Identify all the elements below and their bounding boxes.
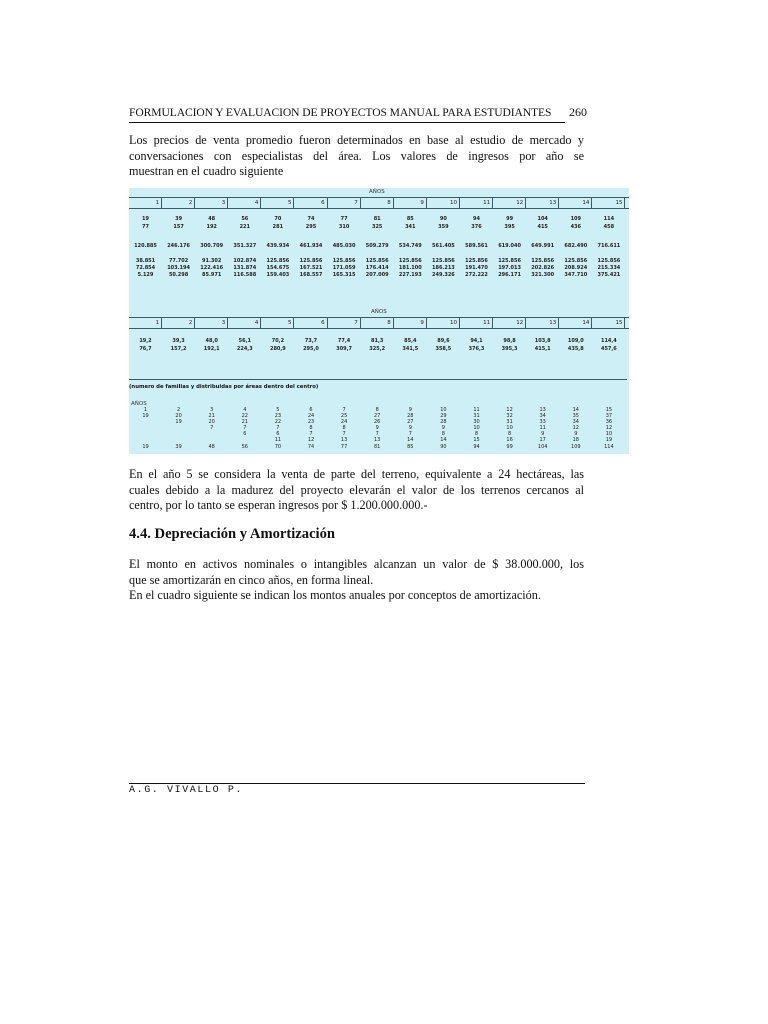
table3-cell: 9 bbox=[375, 425, 379, 431]
table3-cell: 10 bbox=[506, 425, 513, 431]
land-line: cuales debido a la madurez del proyecto elevarán el valor de los terrenos cercanos al bbox=[129, 482, 584, 497]
table3-cell: 8 bbox=[441, 431, 445, 437]
table3-total: 56 bbox=[241, 444, 248, 450]
table2-cell: 224,3 bbox=[236, 346, 253, 352]
table1-cell: 246.176 bbox=[167, 243, 190, 249]
table3-year: 2 bbox=[177, 407, 181, 413]
table2-year-header: 11 bbox=[460, 318, 493, 328]
table3-cell: 14 bbox=[440, 437, 447, 443]
intro-line: muestran en el cuadro siguiente bbox=[129, 164, 284, 178]
table1-cell: 125.856 bbox=[332, 258, 356, 264]
table1-cell: 72.854 bbox=[135, 265, 156, 271]
land-line: centro, por lo tanto se esperan ingresos por $ 1.200.000.000.- bbox=[129, 498, 428, 512]
table3-cell: 7 bbox=[375, 431, 379, 437]
table2-header-row bbox=[129, 317, 629, 329]
table3-year: 1 bbox=[143, 407, 148, 413]
table1-cell: 534.749 bbox=[398, 243, 422, 249]
table3-cell: 34 bbox=[539, 413, 546, 419]
table1-year-header: 10 bbox=[427, 198, 460, 208]
table2-cell: 70,2 bbox=[271, 338, 285, 344]
table1-cell: 157 bbox=[173, 224, 184, 230]
amort-line: En el cuadro siguiente se indican los montos anuales por conceptos de amortización. bbox=[129, 588, 541, 602]
table3-cell: 9 bbox=[441, 425, 445, 431]
table3-cell: 10 bbox=[605, 431, 613, 437]
table2-cell: 56,1 bbox=[238, 338, 251, 344]
table1-cell: 215.334 bbox=[597, 265, 621, 271]
table3-year: 7 bbox=[342, 407, 346, 413]
table1-cell: 458 bbox=[603, 224, 615, 230]
table2-cell: 98,8 bbox=[503, 338, 516, 344]
table2-cell: 76,7 bbox=[139, 346, 152, 352]
table3-cell: 20 bbox=[208, 419, 215, 425]
table1-cell: 439.934 bbox=[266, 243, 290, 249]
table1-cell: 99 bbox=[506, 216, 514, 222]
table1-cell: 375.421 bbox=[597, 272, 621, 278]
table2-cell: 114,4 bbox=[600, 338, 617, 344]
table2-cell: 77,4 bbox=[337, 338, 351, 344]
table3-cell: 7 bbox=[408, 431, 412, 437]
table2-cell: 73,7 bbox=[304, 338, 318, 344]
table1-cell: 125.856 bbox=[365, 258, 389, 264]
table3-cell: 7 bbox=[243, 425, 247, 431]
table3-year: 10 bbox=[440, 407, 447, 413]
table3-cell: 10 bbox=[473, 425, 480, 431]
table1-cell: 125.856 bbox=[498, 258, 521, 264]
table3-cell: 27 bbox=[374, 413, 381, 419]
table3-cell: 9 bbox=[541, 431, 545, 437]
table1-cell: 325 bbox=[371, 224, 383, 230]
table1-cell: 359 bbox=[438, 224, 449, 230]
table2-cell: 280,9 bbox=[269, 346, 286, 352]
table1-cell: 249.326 bbox=[432, 272, 455, 278]
table1-year-header: 14 bbox=[559, 198, 592, 208]
table3-cell: 28 bbox=[440, 419, 447, 425]
table1-cell: 168.557 bbox=[299, 272, 323, 278]
table3-cell: 19 bbox=[605, 437, 613, 443]
table1-cell: 192 bbox=[206, 224, 217, 230]
table1-cell: 131.874 bbox=[233, 265, 257, 271]
table1-cell: 102.874 bbox=[233, 258, 257, 264]
table3-cell: 19 bbox=[175, 419, 182, 425]
table3-cell: 6 bbox=[276, 431, 280, 437]
table1-year-header: 13 bbox=[526, 198, 559, 208]
table1-cell: 197.013 bbox=[498, 265, 521, 271]
table1-cell: 589.561 bbox=[465, 243, 488, 249]
table1-cell: 281 bbox=[272, 224, 284, 230]
table1-cell: 485.030 bbox=[332, 243, 356, 249]
table1-cell: 682.490 bbox=[564, 243, 588, 249]
table3-total: 85 bbox=[407, 444, 414, 450]
table1-cell: 125.856 bbox=[564, 258, 588, 264]
table3-total: 81 bbox=[374, 444, 381, 450]
table2-cell: 109,0 bbox=[567, 338, 584, 344]
header-rule bbox=[129, 122, 565, 123]
page-number: 260 bbox=[569, 105, 587, 119]
table2-caption: AÑOS bbox=[371, 309, 387, 315]
table3-cell: 23 bbox=[307, 419, 315, 425]
table2-cell: 295,0 bbox=[303, 346, 319, 352]
table3-total: 74 bbox=[307, 444, 315, 450]
table1-year-header: 11 bbox=[460, 198, 493, 208]
table2-cell: 103,8 bbox=[534, 338, 551, 344]
table3-cell: 32 bbox=[506, 413, 513, 419]
table3-years-label: AÑOS bbox=[131, 401, 147, 407]
table1-cell: 351.327 bbox=[233, 243, 257, 249]
table3-total: 99 bbox=[506, 444, 513, 450]
table1-cell: 91.302 bbox=[202, 258, 222, 264]
table2-cell: 325,2 bbox=[369, 346, 386, 352]
table1-cell: 122.416 bbox=[200, 265, 224, 271]
table1-cell: 347.710 bbox=[564, 272, 588, 278]
table1-cell: 125.856 bbox=[299, 258, 323, 264]
table3-cell: 37 bbox=[605, 413, 613, 419]
table1-cell: 85.971 bbox=[202, 272, 222, 278]
table1-cell: 120.885 bbox=[134, 243, 157, 249]
table2-year-header: 13 bbox=[526, 318, 559, 328]
table1-cell: 103.194 bbox=[167, 265, 190, 271]
table3-cell: 7 bbox=[309, 431, 313, 437]
table3-cell: 26 bbox=[374, 419, 381, 425]
table1-cell: 202.826 bbox=[531, 265, 555, 271]
table3-cell: 25 bbox=[340, 413, 348, 419]
table2-year-header: 9 bbox=[394, 318, 427, 328]
table3-total: 39 bbox=[175, 444, 182, 450]
table2-year-header: 7 bbox=[328, 318, 361, 328]
table3-cell: 19 bbox=[142, 413, 149, 419]
table2-cell: 48,0 bbox=[205, 338, 218, 344]
table3-cell: 24 bbox=[340, 419, 348, 425]
table2-cell: 457,6 bbox=[600, 346, 617, 352]
table1-cell: 81 bbox=[373, 216, 381, 222]
table3-title: (numero de familias y distribuidas por áreas dentro del centro) bbox=[129, 384, 319, 390]
table1-cell: 39 bbox=[175, 216, 183, 222]
table1-cell: 619.040 bbox=[498, 243, 521, 249]
amort-line: que se amortizarán en cinco años, en forma lineal. bbox=[129, 572, 374, 587]
table3-year: 8 bbox=[375, 407, 379, 413]
table3-year: 4 bbox=[243, 407, 247, 413]
intro-paragraph bbox=[129, 133, 584, 180]
table3-cell: 7 bbox=[342, 431, 346, 437]
table3-cell: 28 bbox=[407, 413, 414, 419]
table1-year-header: 6 bbox=[295, 198, 328, 208]
table1-cell: 109 bbox=[570, 216, 582, 222]
table3-cell: 27 bbox=[407, 419, 414, 425]
table1-cell: 125.856 bbox=[398, 258, 422, 264]
table3-cell: 30 bbox=[473, 419, 480, 425]
table1-cell: 295 bbox=[305, 224, 317, 230]
table3-total: 104 bbox=[537, 444, 548, 450]
table1-cell: 207.009 bbox=[365, 272, 389, 278]
table1-cell: 395 bbox=[504, 224, 515, 230]
table1-cell: 70 bbox=[274, 216, 282, 222]
table3-cell: 31 bbox=[506, 419, 513, 425]
table1-cell: 19 bbox=[142, 216, 149, 222]
table1-cell: 321.300 bbox=[531, 272, 555, 278]
table3-cell: 23 bbox=[274, 413, 282, 419]
land-line: En el año 5 se considera la venta de parte del terreno, equivalente a 24 hectáreas, las bbox=[129, 467, 584, 481]
section-heading: 4.4. Depreciación y Amortización bbox=[129, 526, 336, 542]
land-sale-paragraph bbox=[129, 467, 584, 514]
table1-cell: 56 bbox=[241, 216, 249, 222]
table1-cell: 272.222 bbox=[465, 272, 488, 278]
table3-year: 12 bbox=[506, 407, 513, 413]
table1-cell: 176.414 bbox=[365, 265, 389, 271]
table3-cell: 12 bbox=[572, 425, 579, 431]
table2-year-header: 12 bbox=[493, 318, 526, 328]
spreadsheet-table bbox=[129, 188, 629, 454]
table1-cell: 50.298 bbox=[168, 272, 189, 278]
table1-cell: 125.856 bbox=[465, 258, 488, 264]
table1-year-header: 7 bbox=[328, 198, 361, 208]
table1-year-header: 4 bbox=[228, 198, 261, 208]
table3-cell: 35 bbox=[572, 413, 579, 419]
table1-cell: 159.403 bbox=[266, 272, 290, 278]
table3-year: 13 bbox=[539, 407, 546, 413]
table2-year-header: 15 bbox=[592, 318, 625, 328]
table3-cell: 11 bbox=[539, 425, 546, 431]
table2-year-header: 8 bbox=[361, 318, 394, 328]
table3-cell: 8 bbox=[309, 425, 313, 431]
table1-cell: 77 bbox=[340, 216, 348, 222]
table3-total: 19 bbox=[142, 444, 149, 450]
table3-cell: 22 bbox=[241, 413, 248, 419]
table3-cell: 6 bbox=[243, 431, 247, 437]
table3-cell: 22 bbox=[274, 419, 282, 425]
table1-year-header: 9 bbox=[394, 198, 427, 208]
intro-line: conversaciones con especialistas del área. Los valores de ingresos por año se bbox=[129, 148, 584, 163]
table3-cell: 33 bbox=[539, 419, 546, 425]
table1-cell: 191.470 bbox=[465, 265, 488, 271]
table3-cell: 12 bbox=[307, 437, 315, 443]
table2-cell: 81,3 bbox=[371, 338, 384, 344]
footer-author: A.G. VIVALLO P. bbox=[129, 785, 244, 796]
table3-total: 70 bbox=[274, 444, 282, 450]
table1-cell: 125.856 bbox=[597, 258, 621, 264]
table1-cell: 77 bbox=[142, 224, 149, 230]
table3-cell: 29 bbox=[440, 413, 447, 419]
table3-year: 9 bbox=[408, 407, 412, 413]
table3-cell: 11 bbox=[274, 437, 282, 443]
table2-cell: 435,8 bbox=[567, 346, 584, 352]
table2-cell: 309,7 bbox=[336, 346, 352, 352]
table3-cell: 20 bbox=[175, 413, 182, 419]
table2-cell: 85,4 bbox=[404, 338, 417, 344]
table1-cell: 114 bbox=[603, 216, 615, 222]
table3-cell: 7 bbox=[276, 425, 280, 431]
table2-year-header: 6 bbox=[295, 318, 328, 328]
table2-year-header: 5 bbox=[261, 318, 294, 328]
table3-cell: 13 bbox=[374, 437, 381, 443]
table3-year: 3 bbox=[210, 407, 214, 413]
table1-cell: 186.213 bbox=[432, 265, 455, 271]
header-title: FORMULACION Y EVALUACION DE PROYECTOS MANUAL PARA ESTUDIANTES bbox=[129, 106, 552, 119]
table2-year-header: 3 bbox=[195, 318, 228, 328]
table1-cell: 74 bbox=[307, 216, 315, 222]
table1-cell: 5.129 bbox=[137, 272, 154, 278]
table3-cell: 31 bbox=[473, 413, 480, 419]
table1-year-header: 3 bbox=[195, 198, 228, 208]
table3-cell: 9 bbox=[408, 425, 412, 431]
table3-cell: 16 bbox=[506, 437, 513, 443]
table1-cell: 85 bbox=[406, 216, 414, 222]
table3-cell: 24 bbox=[307, 413, 315, 419]
table1-cell: 227.193 bbox=[398, 272, 422, 278]
table3-cell: 8 bbox=[508, 431, 512, 437]
table3-year: 6 bbox=[309, 407, 313, 413]
amort-line: El monto en activos nominales o intangibles alcanzan un valor de $ 38.000.000, los bbox=[129, 557, 584, 571]
table2-cell: 358,5 bbox=[435, 346, 452, 352]
table1-cell: 154.675 bbox=[266, 265, 290, 271]
table1-cell: 296.171 bbox=[498, 272, 521, 278]
table3-year: 14 bbox=[572, 407, 579, 413]
table1-cell: 415 bbox=[537, 224, 548, 230]
table3-cell: 18 bbox=[572, 437, 579, 443]
table1-cell: 341 bbox=[405, 224, 416, 230]
table1-cell: 181.100 bbox=[398, 265, 422, 271]
table1-year-header: 1 bbox=[129, 198, 162, 208]
running-header bbox=[129, 106, 585, 126]
intro-line: Los precios de venta promedio fueron determinados en base al estudio de mercado y bbox=[129, 133, 584, 147]
table1-cell: 116.588 bbox=[233, 272, 257, 278]
table1-cell: 208.924 bbox=[564, 265, 588, 271]
table1-cell: 94 bbox=[473, 216, 480, 222]
table1-cell: 165.315 bbox=[332, 272, 356, 278]
table2-cell: 192,1 bbox=[203, 346, 220, 352]
table1-cell: 167.521 bbox=[299, 265, 323, 271]
table2-cell: 157,2 bbox=[170, 346, 187, 352]
table1-cell: 125.856 bbox=[432, 258, 455, 264]
table3-cell: 34 bbox=[572, 419, 579, 425]
table2-cell: 39,3 bbox=[172, 338, 185, 344]
footer-rule bbox=[129, 783, 585, 784]
table1-cell: 171.059 bbox=[332, 265, 356, 271]
table1-cell: 649.991 bbox=[531, 243, 555, 249]
table3-total: 109 bbox=[571, 444, 581, 450]
table3-cell: 8 bbox=[342, 425, 346, 431]
table1-cell: 48 bbox=[208, 216, 216, 222]
table3-total: 77 bbox=[340, 444, 348, 450]
table3-cell: 21 bbox=[208, 413, 215, 419]
table3-cell: 12 bbox=[605, 425, 613, 431]
table1-cell: 561.405 bbox=[432, 243, 455, 249]
table1-caption: AÑOS bbox=[369, 189, 385, 195]
table2-year-header: 10 bbox=[427, 318, 460, 328]
table3-cell: 7 bbox=[210, 425, 214, 431]
table1-cell: 436 bbox=[570, 224, 582, 230]
table1-year-header: 8 bbox=[361, 198, 394, 208]
table1-year-header: 12 bbox=[493, 198, 526, 208]
table3-cell: 13 bbox=[340, 437, 348, 443]
table1-cell: 90 bbox=[439, 216, 447, 222]
table3-total: 90 bbox=[440, 444, 447, 450]
table3-cell: 14 bbox=[407, 437, 414, 443]
table1-cell: 125.856 bbox=[531, 258, 555, 264]
table2-cell: 415,1 bbox=[534, 346, 551, 352]
table1-cell: 125.856 bbox=[266, 258, 290, 264]
table2-cell: 19,2 bbox=[139, 338, 152, 344]
table2-cell: 376,3 bbox=[468, 346, 485, 352]
table1-cell: 38.851 bbox=[135, 258, 156, 264]
table1-year-header: 5 bbox=[261, 198, 294, 208]
table3-total: 48 bbox=[208, 444, 215, 450]
table2-year-header: 2 bbox=[162, 318, 195, 328]
table3-cell: 36 bbox=[605, 419, 613, 425]
table1-cell: 716.611 bbox=[597, 243, 621, 249]
table1-cell: 461.934 bbox=[299, 243, 323, 249]
table2-cell: 94,1 bbox=[470, 338, 483, 344]
table1-cell: 376 bbox=[471, 224, 482, 230]
table3-year: 5 bbox=[276, 407, 280, 413]
table1-header-row bbox=[129, 197, 629, 209]
table3-total: 94 bbox=[473, 444, 480, 450]
table3-total: 114 bbox=[604, 444, 614, 450]
table3-cell: 21 bbox=[241, 419, 248, 425]
table1-year-header: 2 bbox=[162, 198, 195, 208]
table1-cell: 221 bbox=[239, 224, 251, 230]
table2-year-header: 14 bbox=[559, 318, 592, 328]
table3-year: 11 bbox=[473, 407, 480, 413]
table1-cell: 77.702 bbox=[168, 258, 189, 264]
table3-cell: 15 bbox=[473, 437, 480, 443]
amortization-paragraph bbox=[129, 557, 584, 604]
table1-year-header: 15 bbox=[592, 198, 625, 208]
table3-cell: 17 bbox=[539, 437, 546, 443]
table1-cell: 104 bbox=[537, 216, 548, 222]
table2-cell: 341,5 bbox=[402, 346, 419, 352]
table2-cell: 395,3 bbox=[501, 346, 518, 352]
table2-year-header: 1 bbox=[129, 318, 162, 328]
table2-year-header: 4 bbox=[228, 318, 261, 328]
table3-cell: 9 bbox=[574, 431, 578, 437]
table1-cell: 300.709 bbox=[200, 243, 224, 249]
table1-cell: 509.279 bbox=[365, 243, 389, 249]
table3-cell: 8 bbox=[474, 431, 479, 437]
table2-cell: 89,6 bbox=[437, 338, 450, 344]
table1-cell: 310 bbox=[338, 224, 350, 230]
table3-year: 15 bbox=[605, 407, 613, 413]
